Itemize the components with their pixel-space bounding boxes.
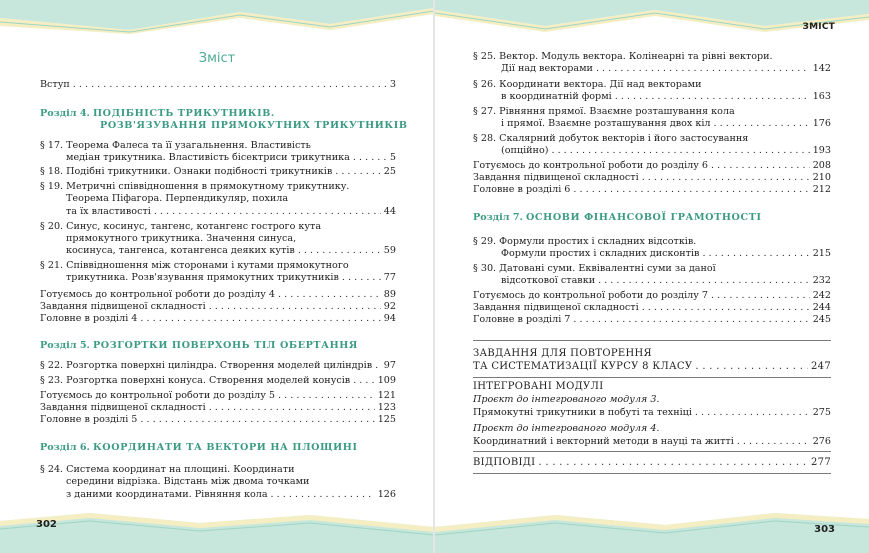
toc-page-number: 59 — [383, 245, 396, 256]
dot-leader — [642, 302, 810, 314]
dot-leader — [711, 290, 810, 302]
toc-entry-project-3[interactable] — [473, 407, 831, 419]
toc-page-number: 77 — [383, 272, 396, 283]
dot-leader — [573, 314, 809, 326]
toc-entry-29-line1[interactable]: § 29. Формули простих і складних відсотків. — [473, 236, 697, 247]
toc-entry-label: Завдання підвищеної складності — [40, 301, 206, 312]
toc-entry-19-line2[interactable]: Теорема Піфагора. Перпендикуляр, похила — [66, 193, 289, 204]
toc-entry-17-line1[interactable]: § 17. Теорема Фалеса та її узагальнення. Властивість — [40, 140, 311, 151]
toc-entry-main-4[interactable] — [40, 313, 396, 325]
toc-entry-25-line1[interactable]: § 25. Вектор. Модуль вектора. Колінеарні та рівні вектори. — [473, 51, 773, 62]
toc-entry-26[interactable] — [501, 91, 831, 103]
section-label: Розділ 5. — [40, 340, 90, 351]
toc-entry-intro[interactable] — [40, 79, 396, 91]
project-3-caption: Проєкт до інтегрованого модуля 3. — [473, 394, 660, 405]
section-name: ПОДІБНІСТЬ ТРИКУТНИКІВ. — [92, 108, 275, 119]
section-label: Розділ 7. — [473, 212, 523, 223]
toc-page-number: 126 — [377, 489, 396, 500]
toc-entry-26-line1[interactable]: § 26. Координати вектора. Дії над векторами — [473, 79, 702, 90]
dot-leader — [695, 407, 810, 419]
bottom-decorative-band — [0, 513, 434, 553]
toc-page-number: 25 — [383, 166, 396, 177]
page-number: 303 — [814, 524, 835, 535]
toc-entry-29[interactable] — [501, 248, 831, 260]
dot-leader — [573, 184, 809, 196]
toc-entry-control-5[interactable] — [40, 390, 396, 402]
toc-entry-advanced-7[interactable] — [473, 302, 831, 314]
dot-leader — [154, 206, 381, 218]
toc-page-number: 121 — [377, 390, 396, 401]
toc-entry-25[interactable] — [501, 63, 831, 75]
toc-page-number: 176 — [812, 118, 831, 129]
toc-page-number: 277 — [811, 457, 831, 468]
toc-page-number: 193 — [812, 145, 831, 156]
toc-entry-label: Готуємось до контрольної роботи до розділу 5 — [40, 390, 276, 401]
dot-leader — [342, 272, 381, 284]
dot-leader — [596, 63, 810, 75]
toc-entry-label: Дії над векторами — [501, 63, 593, 74]
dot-leader — [140, 414, 374, 426]
toc-entry-label: Формули простих і складних дисконтів — [501, 248, 700, 259]
separator-line — [473, 451, 831, 452]
dot-leader — [598, 275, 810, 287]
page-number: 302 — [36, 519, 57, 530]
dot-leader — [298, 245, 381, 257]
separator-line — [473, 377, 831, 378]
toc-page-number: 275 — [812, 407, 831, 418]
toc-entry-24-line1[interactable]: § 24. Система координат на площині. Координати — [40, 464, 295, 475]
toc-entry-label: в координатній формі — [501, 91, 612, 102]
toc-page-number: 94 — [383, 313, 396, 324]
toc-entry-label: ВІДПОВІДІ — [473, 457, 536, 468]
toc-entry-19-line1[interactable]: § 19. Метричні співвідношення в прямокутному трикутнику. — [40, 181, 350, 192]
toc-page-number: 208 — [812, 160, 831, 171]
toc-entry-27[interactable] — [501, 118, 831, 130]
toc-entry-main-7[interactable] — [473, 314, 831, 326]
toc-entry-label: ТА СИСТЕМАТИЗАЦІЇ КУРСУ 8 КЛАСУ — [473, 361, 693, 372]
toc-entry-label: трикутника. Розв'язування прямокутних трикутників — [66, 272, 339, 283]
toc-entry-label: Вступ — [40, 79, 70, 90]
toc-page-number: 212 — [812, 184, 831, 195]
toc-page-number: 97 — [383, 360, 396, 371]
toc-entry-control-4[interactable] — [40, 289, 396, 301]
toc-page-number: 92 — [383, 301, 396, 312]
running-head: ЗМІСТ — [802, 22, 835, 32]
section-label: Розділ 4. — [40, 108, 90, 119]
toc-entry-label: медіан трикутника. Властивість бісектриси трикутника — [66, 152, 350, 163]
section-name: ОСНОВИ ФІНАНСОВОЇ ГРАМОТНОСТІ — [525, 212, 762, 223]
integrated-modules-heading: ІНТЕГРОВАНІ МОДУЛІ — [473, 381, 604, 392]
dot-leader — [615, 91, 810, 103]
dot-leader — [737, 436, 810, 448]
dot-leader — [209, 301, 381, 313]
toc-entry-label: та їх властивості — [66, 206, 151, 217]
toc-entry-30[interactable] — [501, 275, 831, 287]
toc-entry-label: § 23. Розгортка поверхні конуса. Створення моделей конусів — [40, 375, 351, 386]
dot-leader — [711, 160, 810, 172]
toc-entry-21-line1[interactable]: § 21. Співвідношення між сторонами і кутами прямокутного — [40, 260, 349, 271]
toc-entry-label: відсоткової ставки — [501, 275, 596, 286]
dot-leader — [375, 360, 381, 372]
toc-page-number: 215 — [812, 248, 831, 259]
toc-page-number: 210 — [812, 172, 831, 183]
toc-entry-17[interactable] — [66, 152, 396, 164]
toc-page-number: 276 — [812, 436, 831, 447]
toc-entry-18[interactable] — [40, 166, 396, 178]
top-decorative-band — [0, 0, 434, 34]
dot-leader — [642, 172, 810, 184]
right-page — [435, 0, 869, 553]
section-name: РОЗГОРТКИ ПОВЕРХОНЬ ТІЛ ОБЕРТАННЯ — [92, 340, 358, 351]
left-page — [0, 0, 434, 553]
toc-entry-20[interactable] — [66, 245, 396, 257]
page-title: Зміст — [198, 51, 236, 66]
toc-entry-control-7[interactable] — [473, 290, 831, 302]
bottom-decorative-band — [435, 513, 869, 553]
dot-leader — [73, 79, 387, 91]
section-label: Розділ 6. — [40, 442, 90, 453]
dot-leader — [278, 390, 375, 402]
section-name: КООРДИНАТИ ТА ВЕКТОРИ НА ПЛОЩИНІ — [92, 442, 358, 453]
separator-line — [473, 473, 831, 474]
toc-entry-label: (опційно) — [501, 145, 549, 156]
section-name: РОЗВ'ЯЗУВАННЯ ПРЯМОКУТНИХ ТРИКУТНИКІВ — [100, 120, 408, 131]
toc-entry-label: Головне в розділі 6 — [473, 184, 571, 195]
dot-leader — [695, 361, 808, 373]
toc-entry-20-line1[interactable]: § 20. Синус, косинус, тангенс, котангенс гострого кута — [40, 221, 322, 232]
toc-entry-project-4[interactable] — [473, 436, 831, 448]
dot-leader — [353, 152, 387, 164]
toc-page-number: 89 — [383, 289, 396, 300]
toc-entry-23[interactable] — [40, 375, 396, 387]
dot-leader — [335, 166, 381, 178]
toc-entry-label: косинуса, тангенса, котангенса деяких кутів — [66, 245, 295, 256]
toc-page-number: 109 — [377, 375, 396, 386]
section-7-heading — [473, 211, 762, 224]
toc-page-number: 232 — [812, 275, 831, 286]
toc-entry-label: Головне в розділі 7 — [473, 314, 571, 325]
toc-entry-label: Готуємось до контрольної роботи до розділу 7 — [473, 290, 709, 301]
toc-entry-label: Координатний і векторний методи в науці та житті — [473, 436, 734, 447]
toc-entry-review[interactable] — [473, 361, 831, 373]
toc-entry-28-line1[interactable]: § 28. Скалярний добуток векторів і його застосування — [473, 133, 749, 144]
dot-leader — [209, 402, 375, 414]
toc-entry-label: і прямої. Взаємне розташування двох кіл — [501, 118, 711, 129]
section-4-heading-line2 — [100, 119, 408, 132]
toc-entry-answers[interactable] — [473, 457, 831, 469]
section-5-heading — [40, 339, 358, 352]
dot-leader — [714, 118, 810, 130]
toc-entry-24-line2[interactable]: середини відрізка. Відстань між двома точками — [66, 476, 310, 487]
toc-page-number: 244 — [812, 302, 831, 313]
toc-entry-label: Завдання підвищеної складності — [473, 302, 639, 313]
toc-entry-label: Головне в розділі 4 — [40, 313, 138, 324]
toc-entry-advanced-4[interactable] — [40, 301, 396, 313]
toc-entry-label: Готуємось до контрольної роботи до розділу 4 — [40, 289, 276, 300]
toc-entry-main-5[interactable] — [40, 414, 396, 426]
section-6-heading — [40, 441, 358, 454]
toc-entry-advanced-6[interactable] — [473, 172, 831, 184]
toc-entry-label: з даними координатами. Рівняння кола — [66, 489, 268, 500]
toc-entry-30-line1[interactable]: § 30. Датовані суми. Еквівалентні суми за даної — [473, 263, 716, 274]
toc-entry-review-line1[interactable]: ЗАВДАННЯ ДЛЯ ПОВТОРЕННЯ — [473, 348, 652, 359]
dot-leader — [702, 248, 809, 260]
toc-page-number: 242 — [812, 290, 831, 301]
toc-entry-label: Прямокутні трикутники в побуті та техніці — [473, 407, 692, 418]
toc-page-number: 5 — [389, 152, 396, 163]
toc-entry-21[interactable] — [66, 272, 396, 284]
toc-page-number: 142 — [812, 63, 831, 74]
toc-entry-advanced-5[interactable] — [40, 402, 396, 414]
toc-page-number: 44 — [383, 206, 396, 217]
toc-entry-27-line1[interactable]: § 27. Рівняння прямої. Взаємне розташування кола — [473, 106, 735, 117]
dot-leader — [278, 289, 381, 301]
project-4-caption: Проєкт до інтегрованого модуля 4. — [473, 423, 660, 434]
dot-leader — [538, 457, 808, 469]
toc-entry-label: Завдання підвищеної складності — [40, 402, 206, 413]
dot-leader — [271, 489, 375, 501]
toc-page-number: 245 — [812, 314, 831, 325]
toc-entry-28[interactable] — [501, 145, 831, 157]
toc-entry-main-6[interactable] — [473, 184, 831, 196]
toc-page-number: 247 — [811, 361, 831, 372]
toc-entry-label: § 18. Подібні трикутники. Ознаки подібності трикутників — [40, 166, 333, 177]
toc-entry-label: Головне в розділі 5 — [40, 414, 138, 425]
toc-page-number: 163 — [812, 91, 831, 102]
dot-leader — [140, 313, 380, 325]
separator-line — [473, 340, 831, 341]
toc-entry-19[interactable] — [66, 206, 396, 218]
toc-page-number: 125 — [377, 414, 396, 425]
toc-entry-22[interactable] — [40, 360, 396, 372]
dot-leader — [353, 375, 375, 387]
toc-entry-20-line2[interactable]: прямокутного трикутника. Значення синуса, — [66, 233, 297, 244]
toc-entry-control-6[interactable] — [473, 160, 831, 172]
dot-leader — [551, 145, 809, 157]
toc-page-number: 3 — [389, 79, 396, 90]
toc-entry-label: Завдання підвищеної складності — [473, 172, 639, 183]
toc-entry-label: § 22. Розгортка поверхні циліндра. Створення моделей циліндрів — [40, 360, 373, 371]
toc-entry-24[interactable] — [66, 489, 396, 501]
toc-entry-label: Готуємось до контрольної роботи до розділу 6 — [473, 160, 709, 171]
toc-page-number: 123 — [377, 402, 396, 413]
